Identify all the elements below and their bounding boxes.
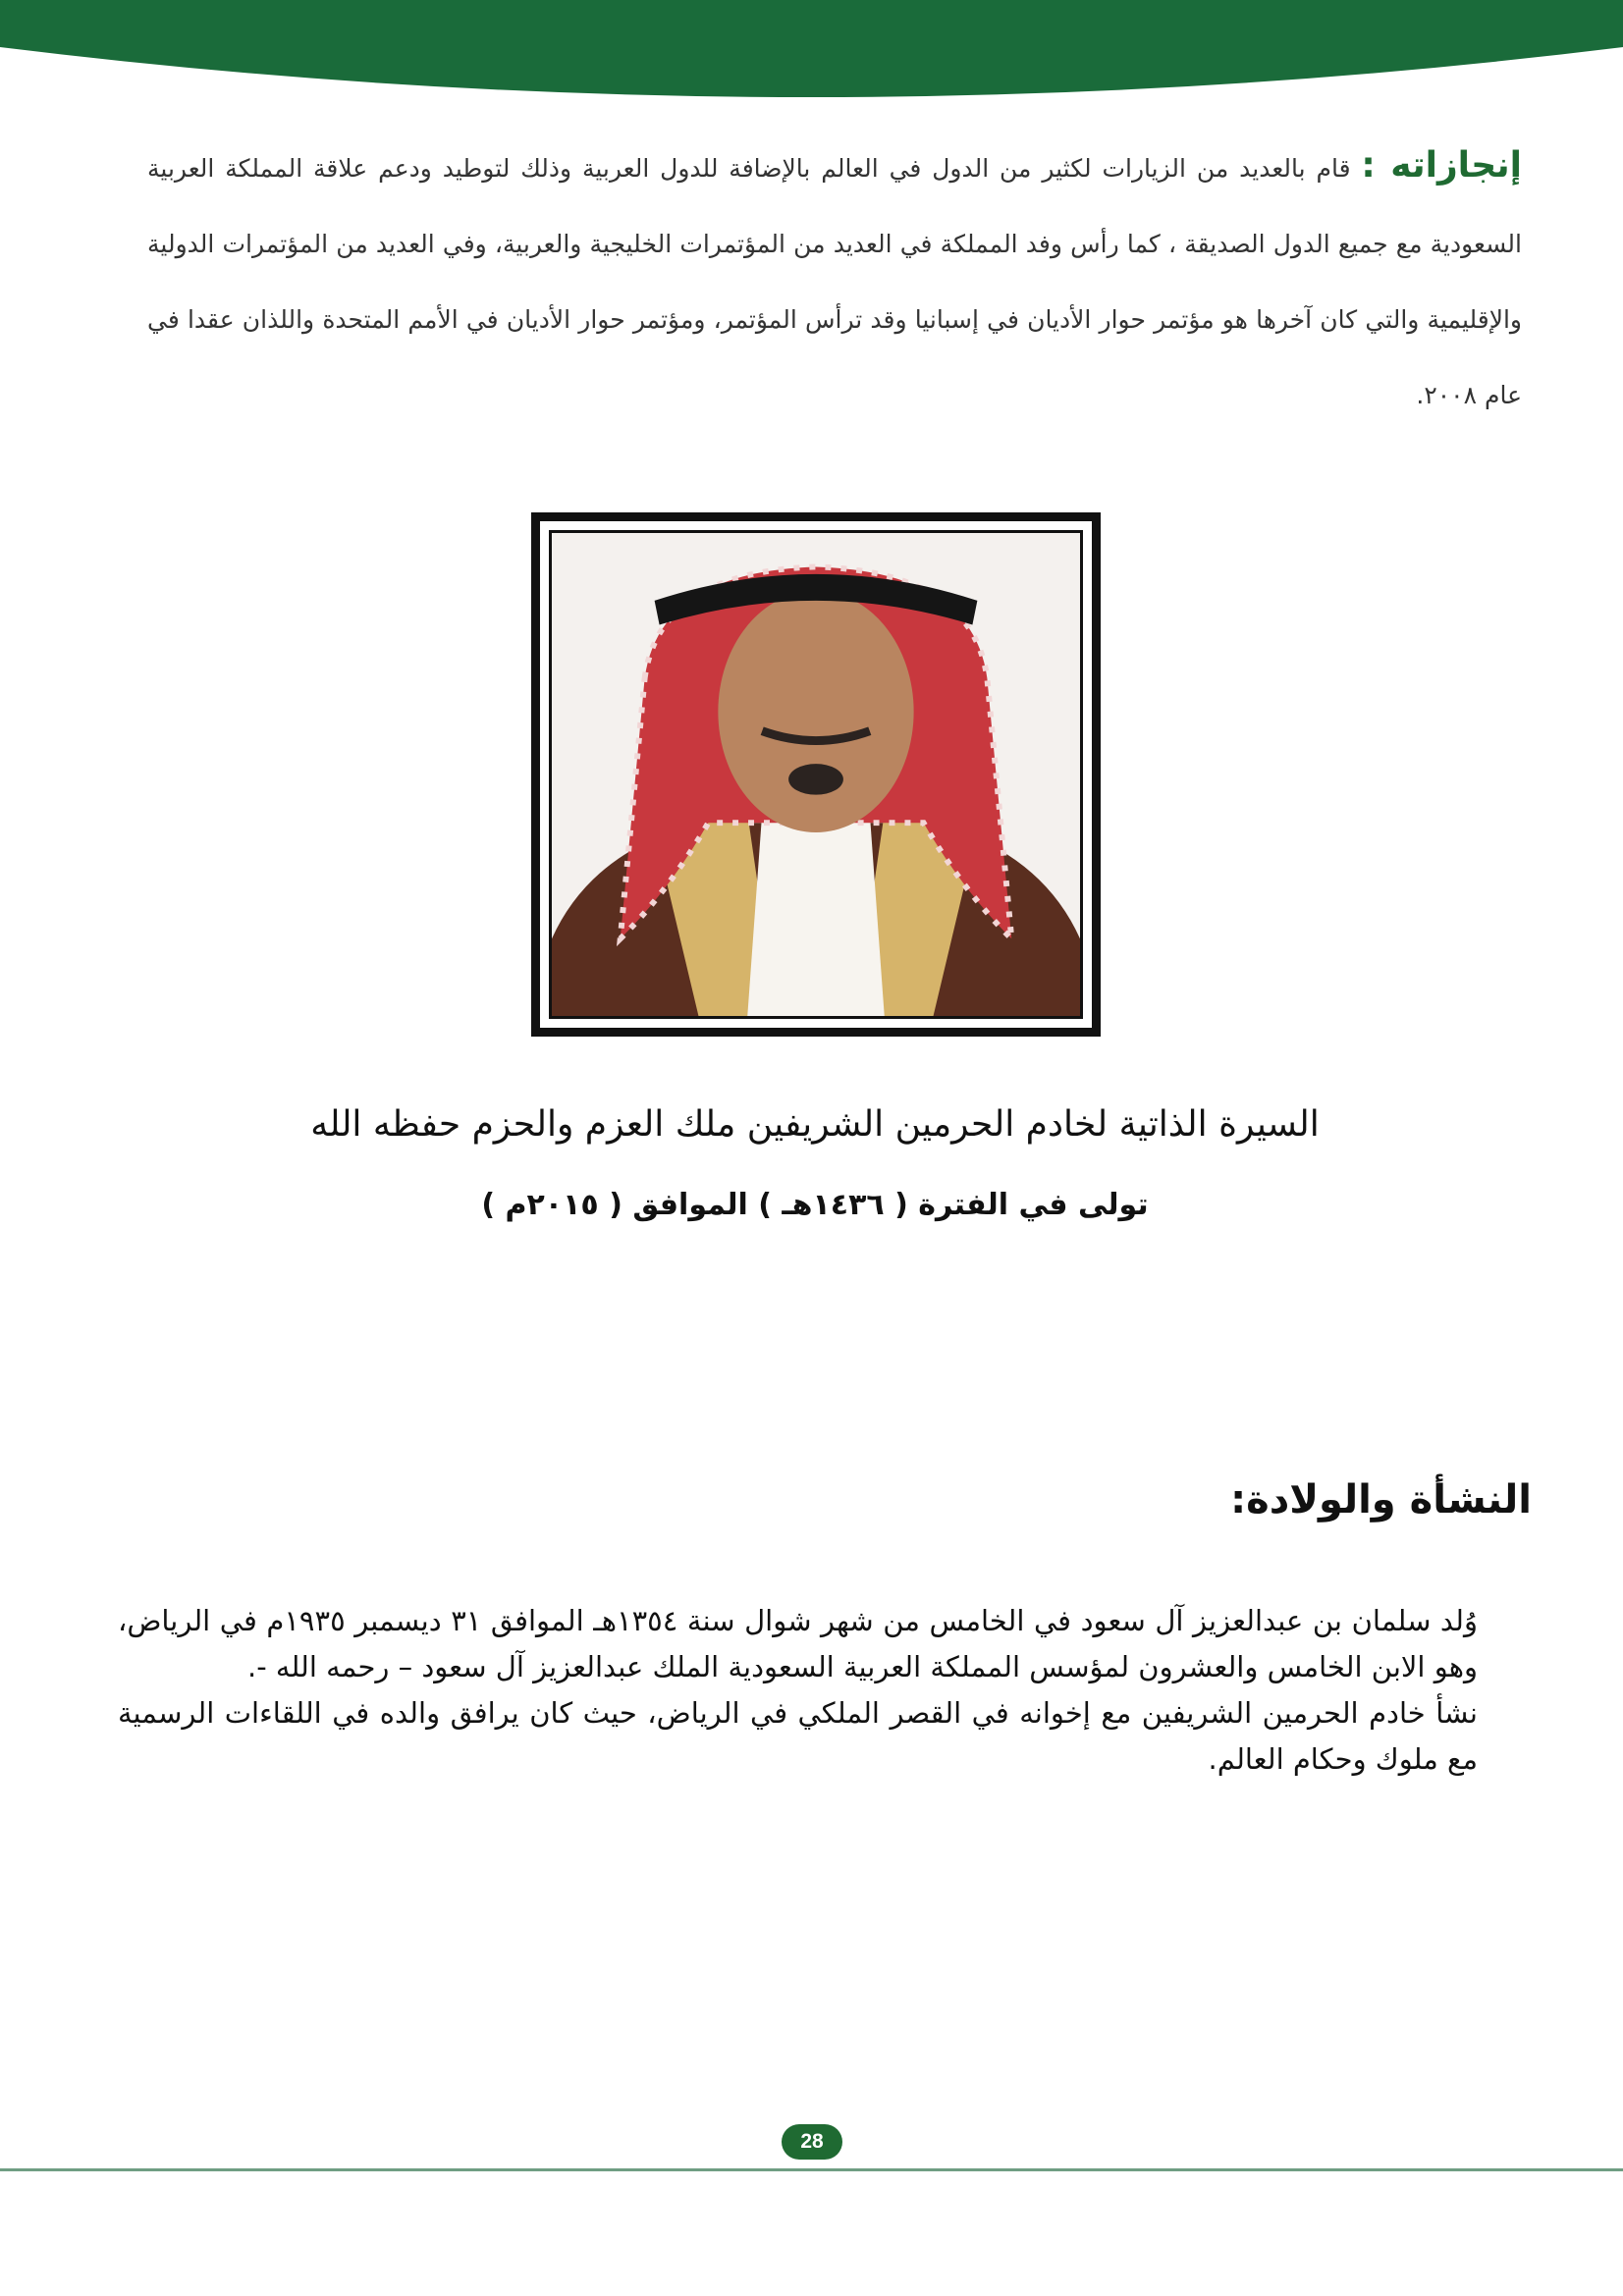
footer-divider bbox=[0, 2168, 1623, 2171]
bio-title: السيرة الذاتية لخادم الحرمين الشريفين ملك العزم والحزم حفظه الله bbox=[310, 1104, 1320, 1145]
birth-paragraph: وُلد سلمان بن عبدالعزيز آل سعود في الخامس من شهر شوال سنة ١٣٥٤هـ الموافق ٣١ ديسمبر ١٩٣٥م في الرياض، وهو الابن الخامس والعشرون لمؤسس المملكة العربية السعودية الملك عبدالعزيز آل سعود – رحمه الله -. bbox=[118, 1604, 1478, 1683]
achievements-label: إنجازاته : bbox=[1361, 145, 1522, 186]
section-heading: النشأة والولادة: bbox=[1230, 1477, 1532, 1522]
reign-period: تولى في الفترة ( ١٤٣٦هـ ) الموافق ( ٢٠١٥م ) bbox=[481, 1188, 1149, 1222]
header-band bbox=[0, 0, 1623, 108]
achievements-paragraph bbox=[147, 128, 1522, 433]
portrait-image bbox=[549, 530, 1083, 1019]
upbringing-text bbox=[118, 1598, 1478, 1783]
achievements-text: قام بالعديد من الزيارات لكثير من الدول في العالم بالإضافة للدول العربية وذلك لتوطيد ودعم علاقة المملكة العربية السعودية مع جميع الدول الصديقة ، كما رأس وفد المملكة في العديد من المؤتمرات الخليجية والعربية، وفي العديد من المؤتمرات الدولية والإقليمية والتي كان آخرها هو مؤتمر حوار الأديان في إسبانيا وقد ترأس المؤتمر، ومؤتمر حوار الأديان في الأمم المتحدة واللذان عقدا في عام ٢٠٠٨. bbox=[147, 154, 1522, 409]
portrait-frame bbox=[531, 512, 1101, 1037]
page-number-badge: 28 bbox=[782, 2124, 842, 2160]
upbringing-paragraph: نشأ خادم الحرمين الشريفين مع إخوانه في القصر الملكي في الرياض، حيث كان يرافق والده في اللقاءات الرسمية مع ملوك وحكام العالم. bbox=[118, 1696, 1478, 1776]
